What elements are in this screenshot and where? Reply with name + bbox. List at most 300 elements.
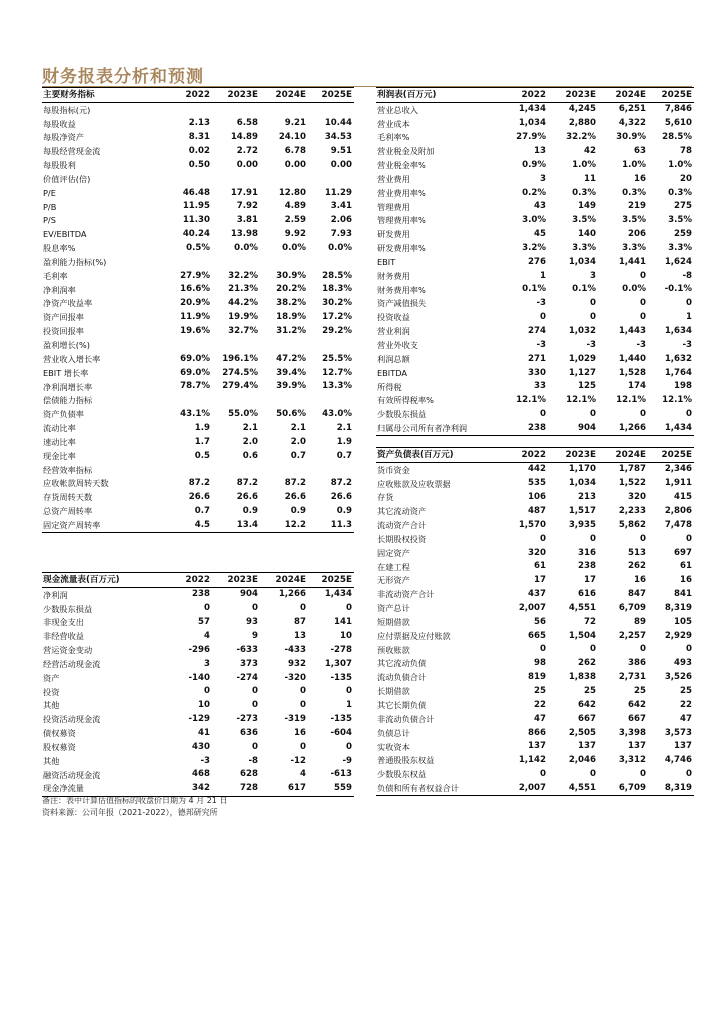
table-row <box>376 643 694 657</box>
cell-value: 1,441 <box>618 256 646 267</box>
row-label: 营业利润 <box>377 326 410 337</box>
row-label: 少数股东损益 <box>377 409 427 420</box>
cell-value: 1,443 <box>618 325 646 336</box>
cell-value: 50.6% <box>276 409 306 420</box>
cell-value: 2,880 <box>568 118 596 129</box>
cell-value: 0 <box>640 270 646 281</box>
cell-value: 2,007 <box>498 781 548 795</box>
cell-value: 28.5% <box>322 270 352 281</box>
cell-value: 47 <box>534 713 546 724</box>
cell-value: 10.44 <box>324 118 352 129</box>
cell-value: 697 <box>674 547 692 558</box>
cell-value: 20.9% <box>180 298 210 309</box>
cell-value: 667 <box>578 713 596 724</box>
table-row <box>42 338 354 352</box>
cell-value: 10 <box>340 631 352 641</box>
cell-value: -8 <box>248 755 258 766</box>
cell-value: 3.41 <box>330 201 352 212</box>
cell-value: 0 <box>252 603 258 614</box>
cell-value: 932 <box>288 658 306 669</box>
row-label: 其它流动负债 <box>377 658 427 669</box>
cell-value: 0.1% <box>572 284 596 295</box>
cell-value: 259 <box>674 229 692 240</box>
cell-value: 93 <box>246 617 258 628</box>
cell-value <box>164 172 212 186</box>
cell-value: 0.0% <box>234 242 258 253</box>
cell-value <box>164 255 212 269</box>
cell-value: 238 <box>192 589 210 600</box>
cell-value: 6,709 <box>618 602 646 613</box>
cell-value: 559 <box>308 782 354 796</box>
table-row <box>42 117 354 131</box>
cell-value: 18.3% <box>322 284 352 295</box>
cell-value: 2.1 <box>336 422 352 433</box>
cell-value: -3 <box>682 339 692 350</box>
row-label: EV/EBITDA <box>43 229 87 240</box>
cell-value: 320 <box>628 492 646 503</box>
table-row <box>376 297 694 311</box>
row-label: 有效所得税率% <box>377 395 434 406</box>
table-row <box>376 241 694 255</box>
cell-value: 6.78 <box>284 146 306 156</box>
cell-value: 7,478 <box>664 519 692 530</box>
cell-value: 1.0% <box>668 159 692 170</box>
cell-value: 1,624 <box>664 256 692 267</box>
cell-value: 39.4% <box>276 367 306 378</box>
cell-value: 9.92 <box>284 229 306 240</box>
cell-value: 276 <box>528 256 546 267</box>
cell-value: 0 <box>204 603 210 614</box>
balance-sheet-table <box>376 447 694 796</box>
row-label: 营业税金率% <box>377 160 426 171</box>
row-label: 偿债能力指标 <box>43 395 93 406</box>
cell-value: -320 <box>284 672 306 683</box>
table-row <box>376 477 694 491</box>
cell-value: 137 <box>528 741 546 752</box>
cell-value: 87.2 <box>188 478 210 489</box>
cell-value: -129 <box>188 714 210 725</box>
cell-value: 3.5% <box>622 215 646 226</box>
table-row <box>376 504 694 518</box>
row-label: 资产 <box>43 672 60 683</box>
cell-value: 0.2% <box>522 187 546 198</box>
cell-value: 1,634 <box>664 325 692 336</box>
cell-value: 0 <box>640 769 646 780</box>
cell-value <box>212 338 260 352</box>
cell-value: 0 <box>252 686 258 697</box>
cell-value: 174 <box>628 381 646 392</box>
table-title: 资产负债表(百万元) <box>376 448 498 463</box>
cell-value <box>308 338 354 352</box>
cell-value: 12.1% <box>516 395 546 406</box>
row-label: 固定资产周转率 <box>42 518 164 532</box>
row-label: 投资回报率 <box>43 326 84 337</box>
cell-value: 819 <box>528 672 546 683</box>
cell-value: 30.9% <box>276 270 306 281</box>
cell-value: 13.3% <box>322 381 352 392</box>
table-header-row <box>376 448 694 463</box>
cell-value: 0.3% <box>572 187 596 198</box>
cell-value <box>164 338 212 352</box>
cell-value: 137 <box>628 741 646 752</box>
cell-value: 6.58 <box>236 118 258 129</box>
balance-sheet-block <box>376 447 694 796</box>
cell-value: 4,322 <box>618 118 646 129</box>
row-label: 盈利增长(%) <box>43 340 90 350</box>
cell-value: 1,838 <box>568 672 596 683</box>
cell-value: 0 <box>300 686 306 697</box>
cell-value: 0.5% <box>186 242 210 253</box>
cell-value: 106 <box>528 492 546 503</box>
row-label: 净利润增长率 <box>43 381 93 392</box>
cell-value: 0.02 <box>188 146 210 156</box>
table-row <box>42 200 354 214</box>
year-header: 2025E <box>308 88 354 103</box>
cell-value <box>260 338 308 352</box>
table-row <box>42 740 354 754</box>
cell-value: 22 <box>534 699 546 710</box>
table-row <box>376 740 694 754</box>
row-label: P/B <box>43 201 57 212</box>
table-row <box>42 283 354 297</box>
cell-value: 20.2% <box>276 284 306 295</box>
row-label: 资产负债率 <box>43 409 84 420</box>
table-header-row <box>42 88 354 103</box>
cell-value: 430 <box>192 741 210 752</box>
table-row <box>376 407 694 421</box>
row-label: 营业总收入 <box>377 104 418 115</box>
cell-value: 1,911 <box>664 478 692 489</box>
table-row <box>42 712 354 726</box>
row-label: 投资收益 <box>377 312 410 323</box>
cell-value: 0 <box>252 700 258 711</box>
row-label: 所得税 <box>377 381 402 392</box>
cell-value: 1 <box>686 312 692 323</box>
table-row <box>42 269 354 283</box>
cell-value: 12.80 <box>278 187 306 198</box>
row-label: 现金净流量 <box>42 782 164 796</box>
table-row <box>376 102 694 116</box>
cell-value: 665 <box>528 630 546 641</box>
cell-value: 1,570 <box>518 519 546 530</box>
cell-value: 330 <box>528 367 546 378</box>
cell-value: 47 <box>680 713 692 724</box>
table-row <box>42 241 354 255</box>
cell-value: -0.1% <box>664 284 692 295</box>
cell-value: 17 <box>534 575 546 586</box>
cell-value: 1.0% <box>622 159 646 170</box>
cell-value: 0.00 <box>284 159 306 170</box>
cell-value: 513 <box>628 547 646 558</box>
row-label: 每股净资产 <box>43 132 84 143</box>
cell-value: 46.48 <box>182 187 210 198</box>
table-row <box>376 615 694 629</box>
cell-value: 219 <box>628 201 646 212</box>
cell-value: 11.95 <box>182 201 210 212</box>
cell-value: 4 <box>300 769 306 780</box>
cell-value: 38.2% <box>276 298 306 309</box>
year-header: 2025E <box>648 88 694 103</box>
cell-value: 3,526 <box>664 672 692 683</box>
table-row <box>376 684 694 698</box>
table-row <box>376 767 694 781</box>
cell-value: 22 <box>680 699 692 710</box>
cell-value: 535 <box>528 478 546 489</box>
cell-value: 72 <box>584 616 596 627</box>
row-label: 资产减值损失 <box>377 298 427 309</box>
row-label: 流动负债合计 <box>377 672 427 683</box>
cell-value: -633 <box>236 644 258 655</box>
cell-value: 1,434 <box>518 104 546 115</box>
cell-value: 3,935 <box>568 519 596 530</box>
cell-value: 617 <box>260 782 308 796</box>
cell-value: 43.0% <box>322 409 352 420</box>
cell-value <box>308 172 354 186</box>
row-label: 应付票据及应付账款 <box>377 630 451 641</box>
cell-value: 3.2% <box>522 242 546 253</box>
cell-value: 3,573 <box>664 727 692 738</box>
row-label: 研发费用率% <box>377 243 426 254</box>
cell-value: 1,142 <box>518 755 546 766</box>
cell-value: 28.5% <box>662 132 692 143</box>
row-label: 营业税金及附加 <box>377 146 435 157</box>
cell-value <box>212 463 260 477</box>
row-label: 长期股权投资 <box>377 533 427 544</box>
cell-value: -8 <box>682 270 692 281</box>
cell-value: 149 <box>578 201 596 212</box>
cell-value: 25.5% <box>322 353 352 364</box>
cell-value: 0 <box>540 644 546 655</box>
row-label: 非经营收益 <box>43 631 84 642</box>
table-row <box>376 338 694 352</box>
cell-value: -613 <box>330 769 352 780</box>
cell-value: 2,046 <box>568 755 596 766</box>
row-label: 现金比率 <box>43 450 76 461</box>
year-header: 2023E <box>548 88 598 103</box>
row-label: 每股经营现金流 <box>43 146 101 157</box>
row-label: 存货周转天数 <box>43 492 93 503</box>
cell-value: 437 <box>528 589 546 600</box>
cell-value: 3 <box>540 173 546 184</box>
cell-value: 17.91 <box>230 187 258 198</box>
cell-value: 1,504 <box>568 630 596 641</box>
table-row <box>42 407 354 421</box>
cell-value: 0 <box>590 409 596 420</box>
row-label: P/E <box>43 187 56 198</box>
cell-value: 0.6 <box>242 450 258 461</box>
year-header: 2024E <box>598 448 648 463</box>
income-statement-block <box>376 87 694 436</box>
row-label: EBIT <box>377 256 396 267</box>
cell-value: -273 <box>236 714 258 725</box>
row-label: 每股收益 <box>43 118 76 129</box>
cell-value: 1,440 <box>618 353 646 364</box>
row-label: 利润总额 <box>377 353 410 364</box>
row-label: P/S <box>43 215 56 226</box>
cell-value: 17 <box>584 575 596 586</box>
cell-value: 271 <box>528 353 546 364</box>
table-title: 利润表(百万元) <box>376 88 498 103</box>
cell-value: 0.1% <box>522 284 546 295</box>
cell-value: 4,551 <box>548 781 598 795</box>
cell-value: 274.5% <box>222 367 258 378</box>
cell-value: 55.0% <box>228 409 258 420</box>
cell-value: 87.2 <box>236 478 258 489</box>
table-row <box>376 518 694 532</box>
cell-value: 3.3% <box>668 242 692 253</box>
row-label: EBIT 增长率 <box>43 367 89 378</box>
row-label: 毛利率 <box>43 270 68 281</box>
table-row <box>42 324 354 338</box>
row-label: 实收资本 <box>377 741 410 752</box>
cell-value: 4,245 <box>568 104 596 115</box>
cell-value: 0 <box>204 686 210 697</box>
table-row <box>42 490 354 504</box>
row-label: 固定资产 <box>377 547 410 558</box>
cell-value: 8.31 <box>188 132 210 143</box>
table-row <box>42 394 354 408</box>
cell-value: 0.3% <box>622 187 646 198</box>
table-row <box>42 311 354 325</box>
cell-value: 3.5% <box>572 215 596 226</box>
cell-value: 69.0% <box>180 353 210 364</box>
cash-flow-table <box>42 572 354 797</box>
cell-value: -3 <box>636 339 646 350</box>
row-label: 归属母公司所有者净利润 <box>376 421 498 435</box>
cell-value: -3 <box>536 339 546 350</box>
cell-value: 78.7% <box>180 381 210 392</box>
year-header: 2025E <box>648 448 694 463</box>
table-row <box>376 380 694 394</box>
cell-value: 1,034 <box>518 118 546 129</box>
cell-value: 26.6 <box>236 492 258 503</box>
cell-value: 12.7% <box>322 367 352 378</box>
year-header: 2022 <box>164 573 212 588</box>
cell-value: 40.24 <box>182 229 210 240</box>
row-label: 融资活动现金流 <box>43 769 101 780</box>
row-label: 其它长期负债 <box>377 700 427 710</box>
cell-value: 11.30 <box>182 215 210 226</box>
cell-value <box>308 463 354 477</box>
row-label: 营运资金变动 <box>43 645 93 656</box>
cell-value: 2,505 <box>568 727 596 738</box>
row-label: 资产回报率 <box>43 312 84 323</box>
table-row <box>42 352 354 366</box>
cell-value: 25 <box>584 685 596 696</box>
cell-value: 0.7 <box>194 505 210 516</box>
table-row <box>42 504 354 518</box>
cell-value: 30.2% <box>322 298 352 309</box>
table-row <box>42 602 354 616</box>
table-header-row <box>42 573 354 588</box>
row-label: 存货 <box>377 492 394 503</box>
cell-value: 0 <box>540 312 546 323</box>
cell-value: 238 <box>498 421 548 435</box>
table-row <box>42 102 354 116</box>
row-label: 少数股东权益 <box>377 769 427 780</box>
cell-value: 275 <box>674 201 692 212</box>
cell-value: 2.0 <box>242 436 258 447</box>
cell-value: 20 <box>680 173 692 184</box>
table-row <box>376 131 694 145</box>
cell-value <box>164 463 212 477</box>
cell-value: 904 <box>548 421 598 435</box>
table-row <box>376 671 694 685</box>
cell-value: 0 <box>346 686 352 697</box>
cell-value: 2.59 <box>284 215 306 226</box>
cell-value: 2,806 <box>664 506 692 516</box>
valuation-date-note: 备注：表中计算估值指标的收盘价日期为 4 月 21 日 <box>42 796 228 805</box>
cell-value: 9.51 <box>330 146 352 156</box>
page-title: 财务报表分析和预测 <box>42 67 204 87</box>
cell-value: 0 <box>590 644 596 655</box>
row-label: 负债和所有者权益合计 <box>376 781 498 795</box>
cell-value: 24.10 <box>278 132 306 143</box>
cell-value: 12.2 <box>260 518 308 532</box>
cell-value: 0 <box>590 312 596 323</box>
cell-value: 57 <box>198 617 210 628</box>
table-row <box>376 546 694 560</box>
table-header-row <box>376 88 694 103</box>
cell-value: 33 <box>534 381 546 392</box>
cell-value: 342 <box>164 782 212 796</box>
cell-value: 3.81 <box>236 215 258 226</box>
row-label: 负债总计 <box>377 727 410 738</box>
table-row <box>376 657 694 671</box>
cell-value: -319 <box>284 714 306 725</box>
table-row <box>376 283 694 297</box>
cell-value: 14.89 <box>230 132 258 143</box>
cell-value: 0 <box>590 533 596 544</box>
table-row <box>376 394 694 408</box>
row-label: 普通股股东权益 <box>377 755 435 766</box>
cell-value: 47.2% <box>276 353 306 364</box>
cell-value: 16 <box>634 173 646 184</box>
cash-flow-block <box>42 572 354 797</box>
cell-value: 0 <box>686 644 692 655</box>
row-label: 其他 <box>43 700 60 711</box>
table-row <box>376 462 694 476</box>
cell-value: 29.2% <box>322 325 352 336</box>
cell-value: 0 <box>540 769 546 780</box>
table-row <box>42 297 354 311</box>
cell-value: 19.6% <box>180 325 210 336</box>
cell-value: 44.2% <box>228 298 258 309</box>
cell-value: 5,610 <box>664 118 692 129</box>
cell-value: 2,233 <box>618 506 646 516</box>
table-row <box>42 782 354 796</box>
cell-value: 3 <box>204 658 210 669</box>
cell-value: 1,127 <box>568 367 596 378</box>
cell-value: 1.9 <box>336 436 352 447</box>
table-row <box>42 131 354 145</box>
cell-value: 0.9 <box>242 505 258 516</box>
cell-value: 2.1 <box>242 422 258 433</box>
row-label: 在建工程 <box>377 561 410 572</box>
cell-value: 262 <box>628 561 646 572</box>
cell-value: -604 <box>330 727 352 738</box>
cell-value: 26.6 <box>330 492 352 503</box>
table-row <box>376 574 694 588</box>
cell-value: 4,746 <box>664 755 692 766</box>
row-label: 长期借款 <box>377 686 410 697</box>
cell-value: 1,034 <box>568 478 596 489</box>
row-label: 流动比率 <box>43 423 76 434</box>
cell-value: 667 <box>628 713 646 724</box>
table-row <box>42 463 354 477</box>
cell-value: 0 <box>300 700 306 711</box>
cell-value: 2.06 <box>330 215 352 226</box>
